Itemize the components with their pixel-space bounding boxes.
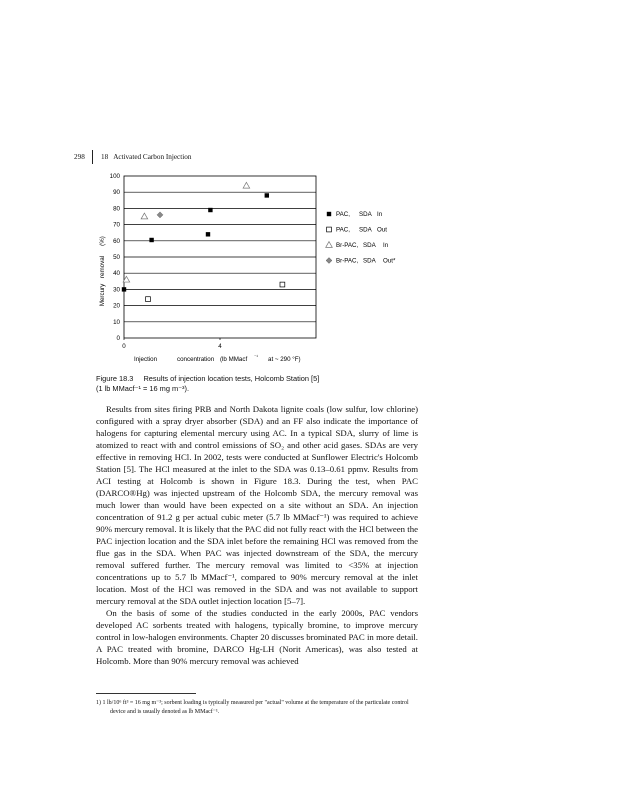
chapter-title: Activated Carbon Injection [113, 153, 192, 161]
data-point [206, 232, 210, 236]
x-axis-ticks [122, 338, 222, 350]
legend-label: In [383, 242, 389, 250]
y-tick-label: 80 [113, 205, 120, 213]
x-axis-label-part: at ~ 290 °F) [268, 356, 301, 363]
y-tick-label: 60 [113, 237, 120, 245]
figure-label: Figure 18.3 [96, 374, 134, 383]
y-tick-label: 40 [113, 270, 120, 278]
y-axis-ticks [110, 173, 121, 342]
y-tick-label: 20 [113, 302, 120, 310]
data-point [141, 213, 148, 219]
legend-marker [326, 242, 333, 248]
paragraph: On the basis of some of the studies conducted in the early 2000s, PAC vendors developed AC sorbents treated with halogens, typically bromine, to improve mercury control in low-halogen environments. Chapter 20 discusses brominated PAC in more detail. A PAC treated with bromine, DARCO Hg-LH (Norit Americas), was also tested at Holcomb. More than 90% mercury removal was achieved [96, 608, 418, 666]
legend-label: PAC, [336, 211, 350, 219]
legend-marker [327, 227, 332, 232]
legend-label: SDA [359, 226, 372, 234]
mercury-removal-chart [96, 170, 426, 370]
y-tick-label: 100 [109, 173, 120, 180]
y-axis-label-part: (%) [99, 236, 106, 246]
y-tick-label: 50 [113, 254, 120, 261]
legend-label: In [377, 211, 383, 219]
x-axis-label-part: concentration [177, 356, 215, 363]
legend-label: SDA [359, 211, 372, 219]
legend-label: SDA [363, 257, 376, 265]
x-axis-label-part: (lb MMacf [220, 356, 248, 363]
footnote [96, 693, 418, 717]
data-point [265, 193, 269, 197]
y-tick-label: 70 [113, 221, 120, 229]
legend-marker [326, 258, 332, 264]
chart-gridlines [124, 192, 316, 322]
legend-label: Out [377, 226, 387, 234]
running-head [74, 150, 191, 164]
figure-caption-text: Results of injection location tests, Holcomb Station [5] [143, 374, 320, 383]
legend-label: Br-PAC, [336, 257, 359, 265]
data-point [208, 208, 212, 212]
y-tick-label: 0 [116, 335, 120, 342]
chart-data-points [122, 182, 285, 301]
legend-label: PAC, [336, 226, 350, 234]
y-tick-label: 10 [113, 318, 120, 326]
data-point [280, 282, 285, 287]
figure-unit-note: (1 lb MMacf⁻¹ = 16 mg m⁻³). [96, 384, 190, 393]
footnote-text: 1) 1 lb/10⁶ ft³ = 16 mg m⁻³; sorbent loading is typically measured per "actual" volume at the temperature of the particulate control device and is usually denoted as lb MMacf⁻¹. [96, 699, 409, 715]
figure-caption [96, 374, 426, 394]
legend-marker [327, 212, 331, 216]
y-axis-label [99, 236, 106, 306]
y-axis-label-part: Mercury [99, 283, 106, 307]
data-point [157, 212, 163, 218]
legend-label: Out* [383, 257, 396, 265]
body-text [96, 403, 418, 667]
data-point [146, 297, 151, 302]
y-tick-label: 90 [113, 189, 120, 197]
y-axis-label-part: removal [99, 255, 106, 279]
footnote-rule [96, 693, 196, 694]
data-point [149, 238, 153, 242]
data-point [122, 287, 126, 291]
y-tick-label: 30 [113, 286, 120, 294]
x-axis-label-part: ⁻¹ [254, 354, 258, 359]
x-tick-label: 0 [122, 343, 126, 350]
x-tick-label: 4 [218, 343, 222, 350]
x-axis-label [134, 354, 301, 363]
x-axis-label-part: Injection [134, 356, 158, 363]
data-point [243, 182, 250, 188]
running-head-divider [92, 150, 93, 164]
chapter-number: 18 [101, 153, 109, 161]
chart-legend [326, 211, 396, 265]
legend-label: Br-PAC, [336, 242, 359, 250]
page-number: 298 [74, 153, 85, 161]
paragraph: Results from sites firing PRB and North Dakota lignite coals (low sulfur, low chlorine) configured with a spray dryer absorber (SDA) and an FF also indicate the importance of halogens for capturing elemental mercury using AC. In a typical SDA, slurry of lime is atomized to react with and control emissions of SO₂ and other acid gases. SDAs are very effective in removing HCl. In 2002, tests were conducted at Sunflower Electric's Holcomb Station [5]. The HCl measured at the inlet to the SDA was 0.13–0.61 ppmv. Results from ACI testing at Holcomb is shown in Figure 18.3. During the test, when PAC (DARCO®Hg) was injected upstream of the Holcomb SDA, the mercury removal was much lower than would have been expected on a site without an SDA. An injection concentration of 91.2 g per actual cubic meter (5.7 lb MMacf⁻¹) was required to achieve 90% mercury removal. It is likely that the PAC did not fully react with the HCl between the PAC injection location and the SDA inlet before the remaining HCl was removed from the flue gas in the SDA. When PAC was injected downstream of the SDA, the mercury removal suffered further. The mercury removal was limited to <35% at injection concentrations up to 5.7 lb MMacf⁻¹, compared to 90% mercury removal at the inlet location. Most of the HCl was removed in the SDA and was not available to support mercury removal at the SDA outlet injection location [5–7]. [96, 404, 418, 606]
legend-label: SDA [363, 242, 376, 250]
